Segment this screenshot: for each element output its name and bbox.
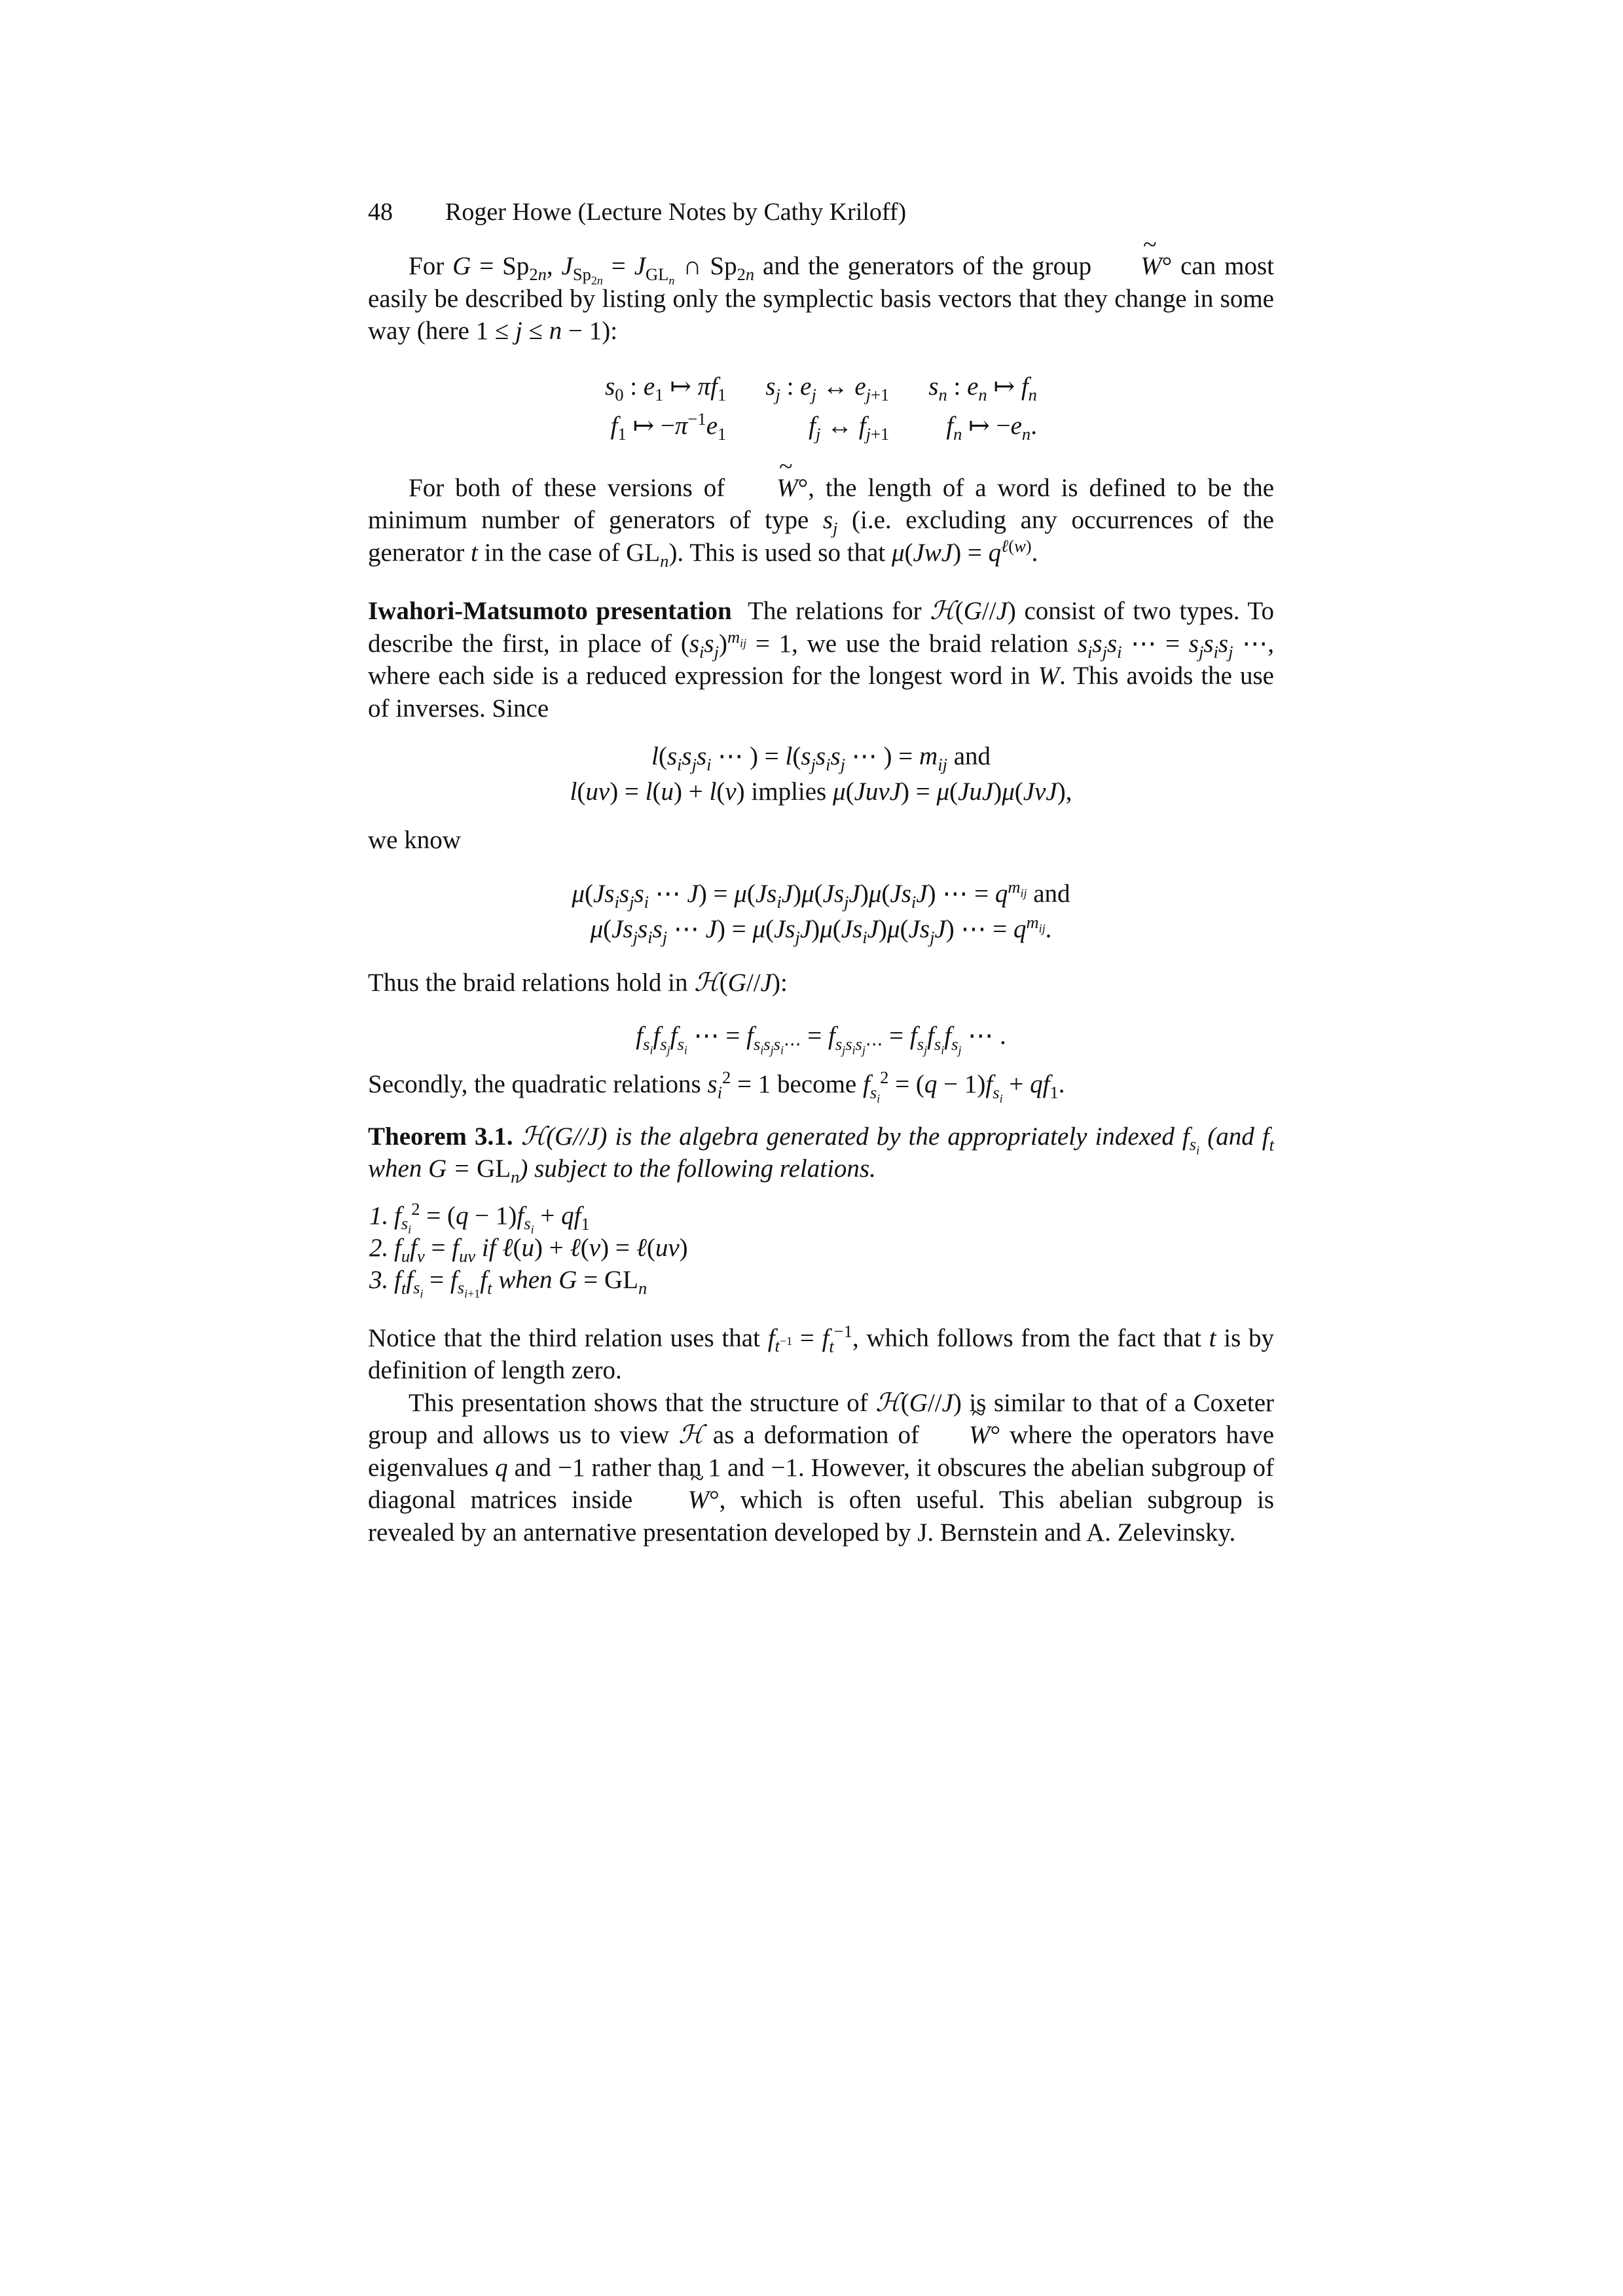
paragraph-iwahori-matsumoto: Iwahori-Matsumoto presentation The relations for ℋ(G//J) consist of two types. To describe the first, in place of $(s_is_j)^{m_{ij}} = 1$, we use the braid relation $s_is_js_i$ ⋯ = $s_js_is_j$ ⋯, where each side is a reduced expression for the longest word in W. This avoids the use of inverses. Since — [368, 597, 1274, 723]
list-item: 2. $f_uf_v = f_{uv}$ if ℓ(u) + ℓ(v) = ℓ(uv) — [369, 1233, 688, 1266]
page-number: 48 — [368, 198, 393, 226]
list-item: 1. $f_{s_i}^2 = (q - 1)f_{s_i} + qf_1$ — [369, 1198, 590, 1236]
theorem-3-1: Theorem 3.1. ℋ(G//J) is the algebra generated by the appropriately indexed $f_{s_i}$ (and $f_t$ when $G = GL_n$) subject to the following relations. — [368, 1122, 1275, 1187]
paragraph-third-relation: Notice that the third relation uses that $f_{t^{-1}} = f_t^{-1}$, which follows from the fact that t is by definition of length zero. — [368, 1321, 1274, 1384]
paragraph-sp2n-generators: For $G = Sp_{2n}$, $J_{Sp_{2n}} = J_{GL_n}$ ∩ $Sp_{2n}$ and the generators of the group ~ W° can most easily be described by listing only the symplectic basis vectors that they change in some way (here 1 ≤ j ≤ n − 1): — [368, 250, 1274, 348]
list-item: 3. $f_tf_{s_i} = f_{s_{i+1}}f_t$ when $G = GL_n$ — [369, 1265, 647, 1300]
theorem-label: Theorem 3.1. — [368, 1122, 513, 1151]
paragraph-coxeter-deformation: This presentation shows that the structure of ℋ(G//J) is similar to that of a Coxeter group and allows us to view ℋ as a deformation of ~ W° where the operators have eigenvalues q and −1 rather than 1 and −1. However, it obscures the abelian subgroup of diagonal matrices inside ~ W°, which is often useful. This abelian subgroup is revealed by an anternative presentation developed by J. Bernstein and A. Zelevinsky. — [368, 1387, 1274, 1549]
running-title: Roger Howe (Lecture Notes by Cathy Kriloff) — [445, 198, 907, 226]
paragraph-quadratic: Secondly, the quadratic relations $s_i^2 = 1$ become $f_{s_i}^2 = (q - 1)f_{s_i} + qf_1$. — [368, 1067, 1065, 1105]
generator-table: $s_0$ : $e_1$ ↦ $\pi f_1$ $s_j$ : $e_j$ ↔ $e_{j+1}$ $s_n$ : $e_n$ ↦ $f_n$ $f_1$ ↦ $-\pi^{-1}e_1$ $f_j$ ↔ $f_{j+1}$ $f_n$ ↦ $-e_n$. — [605, 372, 1037, 444]
paragraph-word-length: For both of these versions of ~ W°, the length of a word is defined to be the minimum number of generators of type $s_j$ (i.e. excluding any occurrences of the generator t in the case of $GL_n$). This is used so that $\mu(JwJ) = q^{\ell(w)}$. — [368, 472, 1274, 569]
paragraph-we-know: we know — [368, 826, 461, 854]
iwahori-heading: Iwahori-Matsumoto presentation — [368, 597, 732, 625]
theorem-relations-list — [368, 1198, 1274, 1300]
display-braid-relations: $f_{s_i}f_{s_j}f_{s_i}$ ⋯ = $f_{s_is_js_i\cdots} = f_{s_js_is_j\cdots} = f_{s_j}f_{s_i}f_{s_j}$ ⋯ . — [636, 1022, 1006, 1057]
page — [368, 196, 1274, 1549]
display-length-relations: $l(s_is_js_i$ ⋯ ) = $l(s_js_is_j$ ⋯ ) = $m_{ij}$ and l(uv) = l(u) + l(v) implies μ(JuvJ) = μ(JuJ)μ(JvJ), — [570, 742, 1072, 806]
paragraph-braid-hold: Thus the braid relations hold in ℋ(G//J): — [368, 968, 788, 997]
display-measure-identities: $\mu(Js_is_js_i$ ⋯ $J) = \mu(Js_iJ)\mu(Js_jJ)\mu(Js_iJ)$ ⋯ = $q^{m_{ij}}$ and $\mu(Js_js_is_j$ ⋯ $J) = \mu(Js_jJ)\mu(Js_iJ)\mu(Js_jJ)$ ⋯ = $q^{m_{ij}}$. — [572, 876, 1070, 947]
